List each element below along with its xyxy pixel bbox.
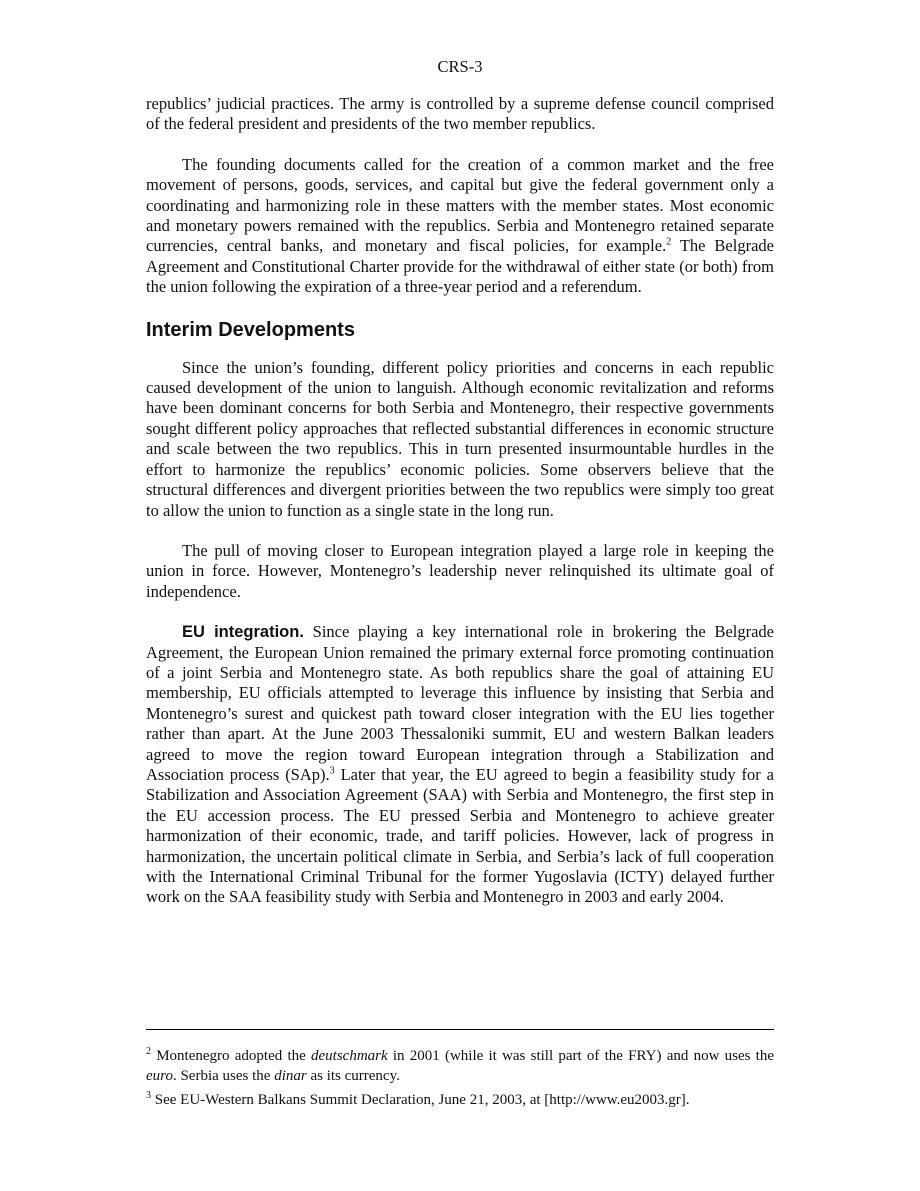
footnote-divider <box>146 1029 774 1030</box>
run-in-heading: EU integration. <box>182 623 304 642</box>
paragraph-eu-integration <box>146 622 774 908</box>
page-number: CRS-3 <box>437 57 483 76</box>
footnote-marker: 2 <box>146 1046 151 1057</box>
footnote-italic-term: euro <box>146 1067 173 1084</box>
footnote-text: . Serbia uses the <box>172 1067 275 1084</box>
main-text <box>146 94 774 908</box>
footnote-text: See EU-Western Balkans Summit Declaration, June 21, 2003, at [http://www.eu2003.gr]. <box>154 1092 690 1108</box>
footnote-text: in 2001 (while it was still part of the FRY) and now uses the <box>387 1048 775 1064</box>
footnote-text: Montenegro adopted the <box>156 1048 311 1064</box>
section-heading: Interim Developments <box>146 318 355 341</box>
paragraph-founding-documents <box>146 155 774 298</box>
footnote-italic-term: dinar <box>274 1067 307 1084</box>
paragraph-text: The founding documents called for the creation of a common market and the free movement of persons, goods, services, and capital but give the federal government only a coordinating and harmonizing role in these matters with the member states. Most economic and monetary powers remained with the republics. Serbia and Montenegro retained separate currencies, central banks, and monetary and fiscal policies, for example. <box>146 154 774 256</box>
footnote-ref-2[interactable]: 2 <box>666 236 672 248</box>
footnote-italic-term: deutschmark <box>311 1048 388 1064</box>
footnote-marker: 3 <box>146 1090 151 1101</box>
footnote-text: as its currency. <box>306 1067 400 1084</box>
paragraph-continuation: republics’ judicial practices. The army is controlled by a supreme defense council comprised of the federal president and presidents of the two member republics. <box>146 94 774 134</box>
footnote-3 <box>146 1091 774 1111</box>
paragraph-text-end: The Belgrade Agreement and Constitutional Charter provide for the withdrawal of either state (or both) from the union following the expiration of a three-year period and a referendum. <box>146 236 774 297</box>
paragraph-union-founding: Since the union’s founding, different policy priorities and concerns in each republic caused development of the union to languish. Although economic revitalization and reforms have been dominant concerns for both Serbia and Montenegro, their respective governments sought different policy approaches that reflected substantial differences in economic structure and scale between the two republics. This in turn presented insurmountable hurdles in the effort to harmonize the republics’ economic policies. Some observers believe that the structural differences and divergent priorities between the two republics were simply too great to allow the union to function as a single state in the long run. <box>146 357 774 520</box>
footnote-2 <box>146 1047 774 1086</box>
paragraph-text: Since playing a key international role in brokering the Belgrade Agreement, the European Union remained the primary external force promoting continuation of a joint Serbia and Montenegro state. As both republics share the goal of attaining EU membership, EU officials attempted to leverage this influence by insisting that Serbia and Montenegro’s surest and quickest path toward closer integration with the EU lies together rather than apart. At the June 2003 Thessaloniki summit, EU and western Balkan leaders agreed to move the region toward European integration through a Stabilization and Association process (SAp). <box>146 622 775 784</box>
footnotes <box>146 1047 774 1111</box>
paragraph-text-end: Later that year, the EU agreed to begin a feasibility study for a Stabilization and Association Agreement (SAA) with Serbia and Montenegro, the first step in the EU accession process. The EU pressed Serbia and Montenegro to achieve greater harmonization of their economic, trade, and tariff policies. However, lack of progress in harmonization, the uncertain political climate in Serbia, and Serbia’s lack of full cooperation with the International Criminal Tribunal for the former Yugoslavia (ICTY) delayed further work on the SAA feasibility study with Serbia and Montenegro in 2003 and early 2004. <box>146 764 774 907</box>
paragraph-european-integration: The pull of moving closer to European integration played a large role in keeping the union in force. However, Montenegro’s leadership never relinquished its ultimate goal of independence. <box>146 540 774 601</box>
footnote-ref-3[interactable]: 3 <box>329 765 335 777</box>
